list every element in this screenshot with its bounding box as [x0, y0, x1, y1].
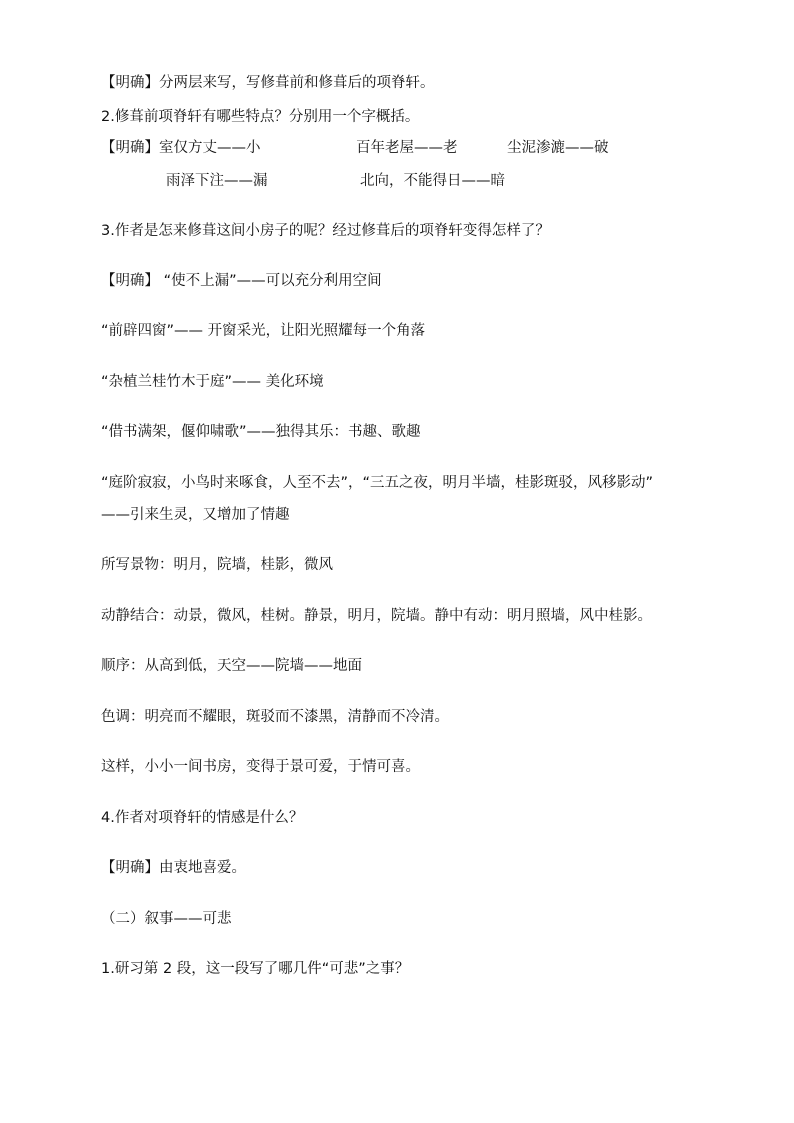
- body-line: ——引来生灵，又增加了情趣: [101, 507, 290, 523]
- body-line: 色调：明亮而不耀眼，斑驳而不漆黑，清静而不冷清。: [101, 709, 449, 725]
- body-line: 动静结合：动景，微风，桂树。静景，明月，院墙。静中有动：明月照墙，风中桂影。: [101, 608, 652, 624]
- body-line: “庭阶寂寂，小鸟时来啄食，人至不去”，“三五之夜，明月半墙，桂影斑驳，风移影动”: [101, 475, 654, 491]
- feature-item: 北向，不能得日——暗: [360, 173, 505, 189]
- section-heading: （二）叙事——可悲: [101, 911, 232, 927]
- body-line: “借书满架，偃仰啸歌”——独得其乐：书趣、歌趣: [101, 424, 421, 440]
- feature-item: 百年老屋——老: [356, 140, 458, 156]
- question-line: 2.修葺前项脊轩有哪些特点？分别用一个字概括。: [101, 109, 420, 125]
- feature-item: 尘泥渗漉——破: [507, 140, 609, 156]
- question-line: 4.作者对项脊轩的情感是什么？: [101, 810, 304, 826]
- body-line: “前辟四窗”—— 开窗采光，让阳光照耀每一个角落: [101, 323, 426, 339]
- body-line: “杂植兰桂竹木于庭”—— 美化环境: [101, 374, 324, 390]
- answer-line: 【明确】 “使不上漏”——可以充分利用空间: [101, 273, 382, 289]
- question-line: 1.研习第 2 段，这一段写了哪几件“可悲”之事？: [101, 961, 410, 977]
- answer-line: 【明确】分两层来写，写修葺前和修葺后的项脊轩。: [101, 75, 435, 91]
- body-line: 所写景物：明月，院墙，桂影，微风: [101, 557, 333, 573]
- feature-item: 雨泽下注——漏: [166, 173, 268, 189]
- body-line: 这样，小小一间书房，变得于景可爱，于情可喜。: [101, 759, 420, 775]
- question-line: 3.作者是怎来修葺这间小房子的呢？经过修葺后的项脊轩变得怎样了？: [101, 223, 550, 239]
- answer-line: 【明确】由衷地喜爱。: [101, 860, 246, 876]
- body-line: 顺序：从高到低，天空——院墙——地面: [101, 658, 362, 674]
- feature-item: 【明确】室仅方丈——小: [101, 140, 261, 156]
